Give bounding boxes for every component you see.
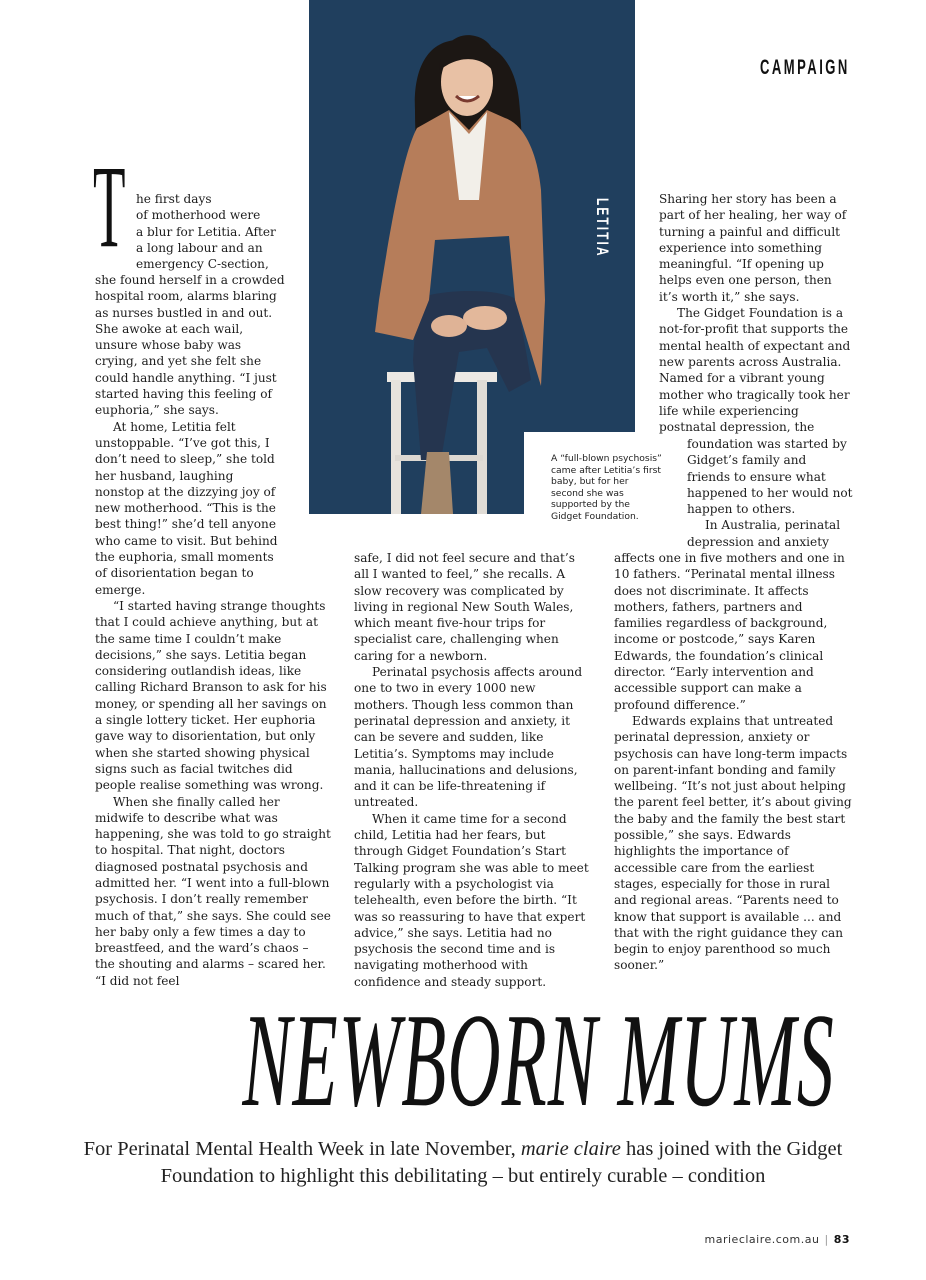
column-1 bbox=[95, 272, 331, 989]
standfirst-intro: For Perinatal Mental Health Week in late November, bbox=[83, 1138, 521, 1160]
column-3-wrap bbox=[687, 436, 853, 550]
paragraph: foundation was started by Gidget’s family and friends to ensure what happened to her would not happen to others. bbox=[687, 437, 853, 517]
paragraph: affects one in five mothers and one in 10 fathers. “Perinatal mental illness does not discriminate. It affects mothers, fathers, partners and families regardless of background, income or postcode,” says Karen Edwards, the foundation’s clinical director. “Early intervention and accessible support can make a profound difference.” bbox=[614, 551, 845, 712]
drop-cap: T bbox=[93, 141, 126, 272]
paragraph: “I started having strange thoughts that I could achieve anything, but at the same time I couldn’t make decisions,” she says. Letitia began considering outlandish ideas, like calling Richard Branson to ask for his money, or spending all her savings on a single lottery ticket. Her euphoria gave way to disorientation, but only when she started showing physical signs such as facial twitches did people realise something was wrong. bbox=[95, 598, 327, 793]
paragraph: Edwards explains that untreated perinatal depression, anxiety or psychosis can have long-term impacts on parent-infant bonding and family wellbeing. “It’s not just about helping the parent feel better, it’s about giving the baby and the family the best start possible,” she says. Edwards highlights the importance of accessible care from the earliest stages, especially for those in rural and regional areas. “Parents need to know that support is available ... and that with the right guidance they can begin to enjoy parenthood so much sooner.” bbox=[614, 713, 852, 973]
paragraph: When she finally called her midwife to describe what was happening, she was told to go straight to hospital. That night, doctors diagnosed postnatal psychosis and admitted her. “I went into a full-blown psychosis. I don’t really remember much of that,” she says. She could see her baby only a few times a day to breastfeed, and the ward’s chaos – the shouting and alarms – scared her. “I did not feel bbox=[95, 794, 331, 988]
opening-line: a long labour and an bbox=[136, 240, 263, 255]
photo-label-text: LETITIA bbox=[593, 198, 612, 258]
paragraph: When it came time for a second child, Letitia had her fears, but through Gidget Foundation’s Start Talking program she was able to meet regularly with a psychologist via telehealth, even before the birth. “It was so reassuring to have that expert advice,” she says. Letitia had no psychosis the second time and is navigating motherhood with confidence and steady support. bbox=[354, 811, 589, 989]
paragraph: At home, Letitia felt unstoppable. “I’ve got this, I don’t need to sleep,” she told her husband, laughing nonstop at the dizzying joy of new motherhood. “This is the best thing!” she’d tell anyone who came to visit. But behind the euphoria, small moments of disorientation began to emerge. bbox=[95, 419, 278, 597]
column-2 bbox=[354, 550, 590, 990]
opening-line: emergency C-section, bbox=[136, 257, 269, 272]
photo-label bbox=[582, 198, 622, 278]
site-url[interactable]: marieclaire.com.au bbox=[704, 1233, 820, 1246]
headline-text: NEWBORN MUMS bbox=[242, 986, 835, 1134]
opening-line: a blur for Letitia. After bbox=[136, 224, 276, 239]
column-3 bbox=[614, 550, 854, 974]
standfirst-rest: has joined with the Gidget Foundation to highlight this debilitating – but entirely curable – condition bbox=[160, 1138, 843, 1187]
standfirst bbox=[60, 1136, 866, 1190]
paragraph: The Gidget Foundation is a not-for-profit that supports the mental health of expectant and new parents across Australia. Named for a vibrant young mother who tragically took her life while experiencing postnatal depression, the bbox=[659, 306, 851, 435]
opening-line: of motherhood were bbox=[136, 208, 261, 223]
paragraph: In Australia, perinatal depression and anxiety bbox=[687, 518, 841, 549]
page-footer bbox=[705, 1233, 850, 1246]
footer-separator: | bbox=[824, 1233, 829, 1246]
column-1-opening bbox=[136, 191, 336, 272]
column-3-top bbox=[659, 191, 851, 435]
opening-line: he first days bbox=[136, 192, 212, 206]
paragraph: she found herself in a crowded hospital room, alarms blaring as nurses bustled in and out. She awoke at each wail, unsure whose baby was crying, and yet she felt she could handle anything. “I just started having this feeling of euphoria,” she says. bbox=[95, 273, 285, 418]
headline bbox=[0, 986, 926, 1134]
photo-caption: A “full-blown psychosis” came after Letitia’s first baby, but for her second she was supported by the Gidget Foundation. bbox=[551, 453, 662, 522]
page-number: 83 bbox=[833, 1233, 850, 1246]
paragraph: Perinatal psychosis affects around one to two in every 1000 new mothers. Though less common than perinatal depression and anxiety, it can be severe and sudden, like Letitia’s. Symptoms may include mania, hallucinations and delusions, and it can be life-threatening if untreated. bbox=[354, 665, 583, 810]
paragraph: Sharing her story has been a part of her healing, her way of turning a painful and difficult experience into something meaningful. “If opening up helps even one person, then it’s worth it,” she says. bbox=[659, 192, 847, 304]
paragraph: safe, I did not feel secure and that’s all I wanted to feel,” she recalls. A slow recovery was complicated by living in regional New South Wales, which meant five-hour trips for specialist care, challenging when caring for a newborn. bbox=[354, 551, 575, 663]
section-tag: CAMPAIGN bbox=[760, 56, 850, 79]
brand-name: marie claire bbox=[520, 1138, 621, 1160]
